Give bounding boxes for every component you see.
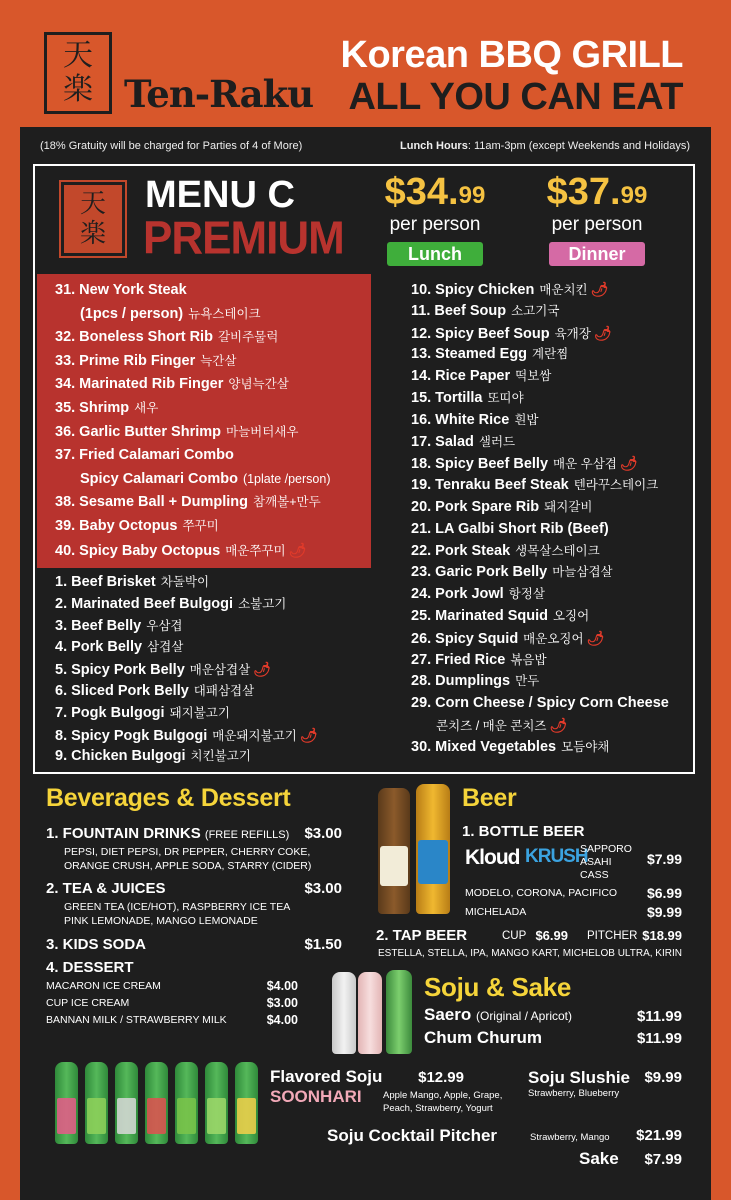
menu-item-name: 9. Chicken Bulgogi: [55, 748, 186, 765]
bottle-beer-price: $7.99: [646, 851, 682, 867]
menu-item: [55, 281, 192, 299]
menu-item-name: 39. Baby Octopus: [55, 518, 178, 534]
menu-item: [411, 324, 612, 343]
menu-item-name: 40. Spicy Baby Octopus: [55, 542, 221, 559]
beer-name: ASAHI: [580, 856, 612, 868]
menu-item-name: 19. Tenraku Beef Steak: [411, 477, 569, 494]
dinner-badge: Dinner: [549, 242, 645, 266]
menu-item-korean: 매운돼지불고기: [212, 728, 297, 743]
soju-pitcher-flavors: Strawberry, Mango: [530, 1132, 610, 1143]
menu-item-name: 38. Sesame Ball + Dumpling: [55, 494, 249, 511]
menu-item-name: 14. Rice Paper: [411, 368, 511, 385]
tap-cup-label: CUP: [502, 930, 527, 942]
dinner-price-block: [537, 170, 657, 266]
chum-churum-price: $11.99: [636, 1030, 682, 1047]
menu-item: [411, 498, 592, 516]
menu-item-name: 6. Sliced Pork Belly: [55, 683, 189, 699]
fountain-drinks-label: [46, 825, 289, 842]
menu-logo: [61, 182, 125, 256]
menu-title: MENU C: [145, 174, 295, 216]
menu-item-name: 7. Pogk Bulgogi: [55, 704, 165, 721]
spicy-pepper-icon: 🌶: [586, 629, 605, 646]
menu-item-name: 33. Prime Rib Finger: [55, 352, 196, 369]
dessert-price: $4.00: [266, 1013, 298, 1027]
menu-item-korean: 콘치즈 / 매운 콘치즈: [436, 719, 547, 733]
dinner-price: [537, 170, 657, 214]
menu-item: [80, 305, 261, 323]
menu-item-korean: 샐러드: [478, 434, 516, 449]
menu-item-korean: 치킨불고기: [190, 749, 251, 764]
dessert-price: $3.00: [266, 996, 298, 1010]
saero-price: $11.99: [636, 1008, 682, 1025]
menu-item: [411, 280, 608, 299]
menu-item: [55, 328, 278, 346]
menu-item-name: 36. Garlic Butter Shrimp: [55, 423, 221, 440]
menu-item: [55, 541, 306, 560]
soonhari-bottle: [175, 1062, 198, 1144]
dessert-item: CUP ICE CREAM: [46, 997, 130, 1009]
menu-item-korean: 흰밥: [514, 412, 539, 427]
kloud-logo: Kloud: [465, 846, 520, 869]
beer-name: CASS: [580, 869, 609, 881]
soonhari-logo: SOONHARI: [270, 1087, 362, 1106]
menu-item: [55, 423, 298, 441]
menu-item: [411, 389, 524, 407]
fountain-drinks-desc2: ORANGE CRUSH, APPLE SODA, STARRY (CIDER): [64, 860, 312, 872]
menu-item-name: 28. Dumplings: [411, 673, 511, 690]
menu-item-name: (1pcs / person): [80, 305, 184, 322]
soju-pitcher-price: $21.99: [636, 1127, 682, 1144]
menu-item-name: 16. White Rice: [411, 411, 510, 428]
menu-item-name: 21. LA Galbi Short Rib (Beef): [411, 520, 609, 537]
beer-title: Beer: [462, 784, 517, 812]
menu-item-name: 11. Beef Soup: [411, 302, 507, 319]
chum-churum-bottle-image: [386, 970, 412, 1054]
tagline-korean-bbq: Korean BBQ GRILL: [340, 34, 683, 76]
spicy-pepper-icon: 🌶: [288, 541, 307, 558]
spicy-pepper-icon: 🌶: [590, 281, 609, 297]
logo-text: 天 楽: [63, 38, 93, 107]
sake-label: Sake: [579, 1149, 619, 1168]
saero-apricot-bottle-image: [358, 972, 382, 1054]
menu-item: [411, 672, 539, 690]
menu-item-korean: 참깨볼+만두: [253, 495, 321, 510]
tap-pitcher-price: $18.99: [642, 928, 682, 943]
spicy-pepper-icon: 🌶: [299, 726, 318, 743]
soonhari-bottle: [115, 1062, 138, 1144]
menu-item: [55, 704, 230, 722]
bottle-beer-price: $9.99: [646, 904, 682, 920]
tap-beer-label: 2. TAP BEER: [376, 927, 468, 944]
menu-item-name: 23. Garic Pork Belly: [411, 564, 548, 581]
menu-item: [55, 352, 236, 370]
tea-juices-desc2: PINK LEMONADE, MANGO LEMONADE: [64, 915, 258, 927]
menu-item: [55, 617, 182, 635]
menu-item-korean: 마늘버터새우: [226, 424, 299, 439]
spicy-pepper-icon: 🌶: [549, 717, 568, 733]
menu-item-korean: 삼겹살: [147, 640, 184, 655]
menu-item: [55, 595, 286, 613]
menu-item-korean: 매운치킨: [539, 283, 588, 297]
sake-price: $7.99: [644, 1151, 682, 1168]
menu-item: [55, 375, 289, 393]
fountain-drinks-price: $3.00: [304, 825, 342, 842]
menu-item-korean: 돼지갈비: [544, 500, 593, 514]
soonhari-bottle: [85, 1062, 108, 1144]
menu-item-korean: 차돌박이: [160, 575, 210, 589]
kids-soda-price: $1.50: [304, 936, 342, 953]
menu-item: [411, 345, 568, 363]
gratuity-note: (18% Gratuity will be charged for Parties of 4 of More): [40, 140, 303, 152]
soonhari-flavors1: Apple Mango, Apple, Grape,: [383, 1090, 503, 1101]
tagline-all-you-can-eat: ALL YOU CAN EAT: [348, 76, 683, 118]
menu-item-korean: 모듬야채: [561, 739, 610, 754]
menu-item: [411, 738, 609, 756]
soju-sake-title: Soju & Sake: [424, 972, 571, 1002]
menu-item-korean: 오징어: [552, 609, 590, 623]
menu-item-name: 37. Fried Calamari Combo: [55, 447, 234, 464]
dinner-price-cents: 99: [620, 182, 648, 209]
lunch-price: [375, 170, 495, 214]
menu-item: [55, 517, 219, 535]
menu-item-name: 31. New York Steak: [55, 282, 187, 298]
kloud-bottle-image: [378, 788, 410, 914]
lunch-price-dollars: $34.: [384, 171, 459, 213]
menu-item-korean: 생목살스테이크: [515, 543, 600, 558]
menu-item-name: 29. Corn Cheese / Spicy Corn Cheese: [411, 695, 669, 712]
menu-item-korean: 항정살: [508, 587, 545, 602]
tap-cup-price: $6.99: [535, 928, 568, 943]
soju-pitcher-label: Soju Cocktail Pitcher: [327, 1126, 498, 1145]
menu-item-korean: 갈비주물럭: [217, 330, 279, 345]
tea-juices-price: $3.00: [304, 880, 342, 897]
menu-item-korean: 대패삼겹살: [193, 684, 255, 698]
menu-item-name: 30. Mixed Vegetables: [411, 738, 557, 755]
menu-item-name: 3. Beef Belly: [55, 617, 142, 634]
spicy-pepper-icon: 🌶: [253, 661, 271, 678]
lunch-price-cents: 99: [458, 182, 486, 209]
tea-juices-desc1: GREEN TEA (ICE/HOT), RASPBERRY ICE TEA: [64, 901, 291, 913]
menu-item: [411, 585, 545, 603]
menu-item: [55, 660, 271, 679]
menu-item-name: 5. Spicy Pork Belly: [55, 662, 185, 679]
dessert-price: $4.00: [266, 979, 298, 993]
bottle-beer-price: $6.99: [646, 885, 682, 901]
menu-item-korean: 계란찜: [532, 347, 569, 362]
menu-item: [411, 542, 600, 560]
saero-bottle-image: [332, 972, 356, 1054]
menu-item: [431, 716, 567, 735]
menu-item: [55, 399, 158, 417]
menu-item-korean: 우삼겹: [146, 618, 183, 633]
chum-churum-label: Chum Churum: [424, 1028, 543, 1047]
fountain-drinks-desc1: PEPSI, DIET PEPSI, DR PEPPER, CHERRY COKE,: [64, 846, 311, 858]
menu-item-korean: 떡보쌈: [515, 369, 552, 384]
menu-item-korean: 소고기국: [511, 303, 560, 318]
soonhari-bottle: [235, 1062, 258, 1144]
beverages-title: Beverages & Dessert: [46, 784, 291, 812]
menu-item-korean: 매운쭈꾸미: [225, 543, 286, 558]
menu-item-name: 17. Salad: [411, 433, 474, 450]
menu-item-name: 25. Marinated Squid: [411, 608, 548, 624]
menu-item-korean: 늑간살: [200, 353, 237, 368]
brand-name: Ten-Raku: [124, 72, 314, 116]
spicy-pepper-icon: 🌶: [593, 324, 612, 341]
lunch-hours-label: Lunch Hours: [400, 140, 468, 152]
menu-item-name: 4. Pork Belly: [55, 639, 143, 656]
menu-item-korean: 마늘삼겹살: [552, 565, 613, 580]
soonhari-bottle: [145, 1062, 168, 1144]
menu-item-name: 15. Tortilla: [411, 390, 483, 406]
menu-item-name: 2. Marinated Beef Bulgogi: [55, 595, 234, 612]
soju-slushie-flavors: Strawberry, Blueberry: [528, 1088, 620, 1099]
tap-pitcher-label: PITCHER: [587, 930, 638, 942]
logo: [44, 32, 112, 114]
menu-item-name: 35. Shrimp: [55, 400, 130, 416]
menu-item-korean: 소불고기: [238, 596, 287, 611]
menu-item: [55, 726, 318, 745]
menu-item: [411, 651, 547, 669]
menu-item-name: 10. Spicy Chicken: [411, 282, 535, 298]
menu-item-name: 22. Pork Steak: [411, 542, 511, 559]
notes-row: [40, 140, 690, 152]
menu-item-name: 20. Pork Spare Rib: [411, 499, 540, 515]
lunch-hours-value: : 11am-3pm (except Weekends and Holidays): [467, 140, 690, 152]
menu-item: [411, 476, 658, 494]
menu-c-box: [33, 164, 695, 774]
menu-item-name: 26. Spicy Squid: [411, 630, 519, 647]
menu-item: [55, 682, 254, 700]
dinner-per-person: per person: [551, 214, 643, 235]
dessert-item: BANNAN MILK / STRAWBERRY MILK: [46, 1014, 227, 1026]
beer-name: MODELO, CORONA, PACIFICO: [465, 887, 618, 899]
lunch-price-block: [375, 170, 495, 266]
saero-note: (Original / Apricot): [475, 1009, 573, 1023]
menu-subtitle: PREMIUM: [143, 212, 344, 265]
flavored-soju-price: $12.99: [418, 1069, 464, 1086]
menu-item: [411, 411, 538, 429]
menu-logo-text: 天 楽: [79, 189, 106, 249]
menu-item-korean: 육개장: [554, 326, 591, 341]
header: [20, 18, 711, 130]
fountain-drinks-name: 1. FOUNTAIN DRINKS: [46, 825, 201, 842]
menu-item: [411, 694, 674, 712]
menu-item: [411, 302, 559, 320]
krush-bottle-image: [416, 784, 450, 914]
kids-soda-label: 3. KIDS SODA: [46, 936, 147, 953]
soju-slushie-label: Soju Slushie: [528, 1068, 631, 1087]
menu-item-name: 34. Marinated Rib Finger: [55, 376, 224, 393]
menu-item-name: 8. Spicy Pogk Bulgogi: [55, 727, 208, 744]
tea-juices-label: 2. TEA & JUICES: [46, 880, 166, 897]
menu-item-name: 18. Spicy Beef Belly: [411, 456, 549, 473]
menu-item: [411, 607, 589, 625]
lunch-badge: Lunch: [387, 242, 483, 266]
saero-name: Saero: [424, 1005, 472, 1024]
soonhari-flavors2: Peach, Strawberry, Yogurt: [383, 1103, 493, 1114]
menu-item: [411, 454, 638, 473]
menu-item-name: 12. Spicy Beef Soup: [411, 325, 550, 342]
bottle-beer-label: 1. BOTTLE BEER: [462, 823, 585, 840]
spicy-pepper-icon: 🌶: [619, 455, 638, 472]
menu-item-korean: 텐라꾸스테이크: [573, 478, 659, 493]
soonhari-bottle: [55, 1062, 78, 1144]
menu-item-korean: 쭈꾸미: [182, 519, 219, 533]
beer-name: MICHELADA: [465, 906, 527, 918]
dessert-item: MACARON ICE CREAM: [46, 980, 161, 992]
menu-item: [411, 433, 515, 451]
menu-item-korean: 매운 우삼겹: [553, 457, 617, 472]
menu-item-korean: 새우: [134, 401, 159, 415]
menu-item: [55, 747, 251, 765]
tap-beer-list: ESTELLA, STELLA, IPA, MANGO KART, MICHELOB ULTRA, KIRIN: [378, 948, 682, 959]
menu-item-korean: (1plate /person): [242, 471, 331, 486]
menu-item-korean: 또띠야: [487, 391, 524, 405]
soonhari-bottle: [205, 1062, 228, 1144]
fountain-drinks-note: (FREE REFILLS): [204, 829, 290, 841]
saero-label: [424, 1005, 572, 1025]
menu-item-korean: 볶음밥: [510, 652, 547, 667]
dessert-label: 4. DESSERT: [46, 959, 134, 976]
menu-item-korean: 뉴욕스테이크: [188, 306, 261, 321]
menu-item: [55, 493, 321, 511]
menu-item-name: 27. Fried Rice: [411, 651, 506, 668]
menu-item: [411, 367, 551, 385]
menu-item-korean: 만두: [515, 674, 540, 689]
flavored-soju-label: Flavored Soju: [270, 1067, 383, 1086]
menu-item-name: Spicy Calamari Combo: [80, 470, 238, 487]
menu-item-name: 13. Steamed Egg: [411, 346, 528, 363]
menu-item: [55, 638, 183, 656]
lunch-hours-note: [400, 140, 690, 152]
menu-item-korean: 매운오징어: [523, 631, 584, 646]
menu-item: [411, 629, 604, 648]
menu-item-name: 1. Beef Brisket: [55, 574, 156, 590]
soju-slushie-price: $9.99: [644, 1069, 682, 1086]
dinner-price-dollars: $37.: [546, 171, 621, 213]
menu-item: [411, 520, 614, 538]
menu-item: [55, 446, 239, 464]
menu-item-korean: 매운삼겹살: [189, 663, 251, 678]
menu-item-korean: 양념늑간살: [228, 377, 289, 392]
menu-item: [80, 470, 331, 488]
menu-item-name: 32. Boneless Short Rib: [55, 329, 213, 346]
lunch-per-person: per person: [389, 214, 481, 235]
beer-name: SAPPORO: [580, 843, 632, 855]
menu-item-korean: 돼지불고기: [169, 705, 230, 720]
menu-item: [55, 573, 209, 591]
menu-item-name: 24. Pork Jowl: [411, 586, 504, 603]
krush-logo: KRUSH: [525, 846, 588, 867]
menu-item: [411, 563, 613, 581]
